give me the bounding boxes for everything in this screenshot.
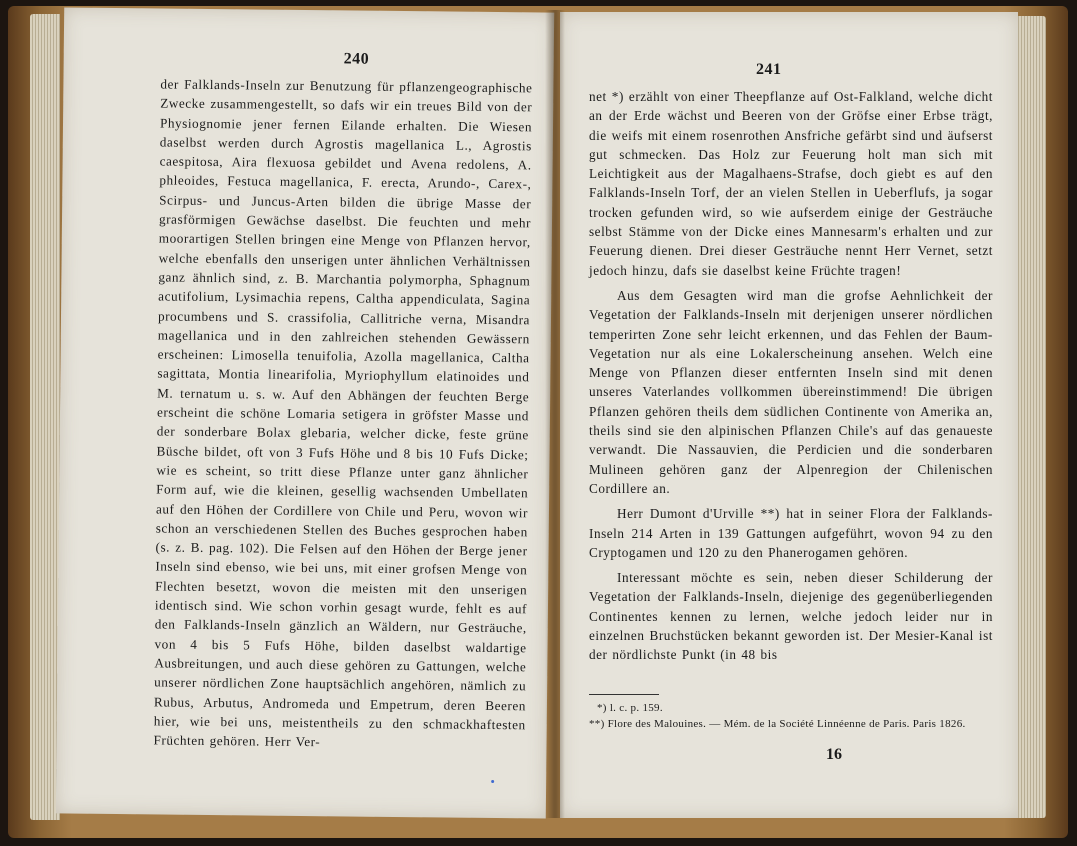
paragraph: Aus dem Gesagten wird man die grofse Aehnlichkeit der Vegetation der Falklands-Inseln mit derjenigen unserer nördlichen temperirten Zone sehr leicht erkennen, und das Fehlen der Baum-Vegetation nur als eine Lokalerscheinung ansehen. Welch eine Menge von Pflanzen dieser entfernten Inseln sind mit denen unseres Vaterlandes vollkommen übereinstimmend! Die übrigen Pflanzen gehören theils dem südlichen Continente von Amerika an, theils sind sie den alpinischen Pflanzen Chile's auf das genaueste verwandt. Die Nassauvien, die Perdicien und die sonderbaren Mulineen gehören ganz der Alpenregion der Chilenischen Cordillere an.: [589, 287, 993, 496]
signature-mark: 16: [826, 746, 842, 763]
ink-spot: [491, 780, 494, 783]
right-page-text: [589, 87, 993, 665]
paragraph: Herr Dumont d'Urville **) hat in seiner Flora der Falklands-Inseln 214 Arten in 139 Gattungen aufgeführt, wovon 94 zu den Cryptogamen und 120 zu den Phanerogamen gehören.: [589, 506, 993, 560]
footnote: **) Flore des Malouines. — Mém. de la Société Linnéenne de Paris. Paris 1826.: [589, 718, 966, 730]
page-number: 240: [343, 50, 370, 68]
left-page-edges: [30, 14, 60, 820]
footnote: *) l. c. p. 159.: [597, 702, 663, 714]
paragraph: Interessant möchte es sein, neben dieser Schilderung der Vegetation der Falklands-Inseln, diejenige des gegenüberliegenden Continentes kennen zu lernen, welche jedoch leider nur in einzelnen Bruchstücken bekannt geworden ist. Der Mesier-Kanal ist der nördlichste Punkt (in 48 bis: [589, 570, 993, 663]
footnote-rule: [589, 694, 659, 695]
paragraph: der Falklands-Inseln zur Benutzung für pflanzengeographische Zwecke zusammengestellt, so dafs wir ein treues Bild von der Physiognomie jener fernen Eilande erhalten. Die Wiesen daselbst werden durch Agrostis magellanica L., Agrostis caespitosa, Aira flexuosa gebildet und Avena redolens, A. phleoides, Festuca magellanica, F. erecta, Arundo-, Carex-, Scirpus- und Juncus-Arten bilden die übrige Masse der grasförmigen Gewächse daselbst. Die feuchten und mehr moorartigen Stellen bringen eine Menge von Pflanzen hervor, welche ebenfalls den unserigen unter ähnlichen Verhältnissen ganz ähnlich sind, z. B. Marchantia polymorpha, Sphagnum acutifolium, Lysimachia repens, Caltha appendiculata, Sagina procumbens und S. crassifolia, Callitriche verna, Misandra magellanica und in den zahlreichen stehenden Gewässern erscheinen: Limosella tenuifolia, Azolla magellanica, Caltha sagittata, Montia linearifolia, Myriophyllum elatinoides und M. ternatum u. s. w. Auf den Abhängen der feuchten Berge erscheint die schöne Lomaria setigera in gröfster Masse und der sonderbare Bolax glebaria, welcher dicke, feste grüne Büsche bildet, oft von 3 Fufs Höhe und 8 bis 10 Fufs Dicke; wie es scheint, so tritt diese Pflanze unter ganz ähnlicher Form auf, wie die kleinen, gesellig wachsenden Umbellaten auf den Höhen der Cordillere von Chile und Peru, wovon wir schon an verschiedenen Stellen des Buches gesprochen haben (s. z. B. pag. 102). Die Felsen auf den Höhen der Berge jener Inseln sind ebenso, wie bei uns, mit einer grofsen Menge von Flechten besetzt, wovon die meisten mit den unserigen identisch sind. Wie schon vorhin gesagt wurde, fehlt es auf den Falklands-Inseln gänzlich an Wäldern, nur Gesträuche, von 4 bis 5 Fufs Höhe, bilden daselbst waldartige Ausbreitungen, und auch diese gehören zu Gattungen, welche unserer nördlichen Zone hauptsächlich angehören, nämlich zu Rubus, Arbutus, Andromeda und Empetrum, deren Beeren hier, wie bei uns, meistentheils zu den schmackhaftesten Früchten gehören. Herr Ver-: [153, 76, 533, 750]
book-gutter: [545, 10, 565, 818]
right-page: [560, 12, 1018, 818]
footnotes: [589, 700, 993, 732]
left-page: [56, 7, 554, 818]
page-number: 241: [756, 61, 782, 78]
left-page-text: [153, 74, 532, 753]
paragraph: net *) erzählt von einer Theepflanze auf Ost-Falkland, welche dicht an der Erde wächst und Beeren von der Gröfse einer Erbse trägt, die weifs mit einem rosenrothen Ansfriche gefärbt sind und äufserst gut schmecken. Das Holz zur Feuerung holt man sich mit Leichtigkeit aus der Magalhaens-Strafse, doch giebt es auf den Falklands-Inseln Torf, der an vielen Stellen in Ueberflufs, ja sogar trocken gefunden wird, so wie aufserdem einige der Gesträuche selbst Stämme von der Dicke eines Mannesarm's erhalten und zur Feuerung dienen. Drei dieser Gesträuche nennt Herr Vernet, setzt jedoch hinzu, dafs sie daselbst keine Früchte tragen!: [589, 89, 993, 278]
